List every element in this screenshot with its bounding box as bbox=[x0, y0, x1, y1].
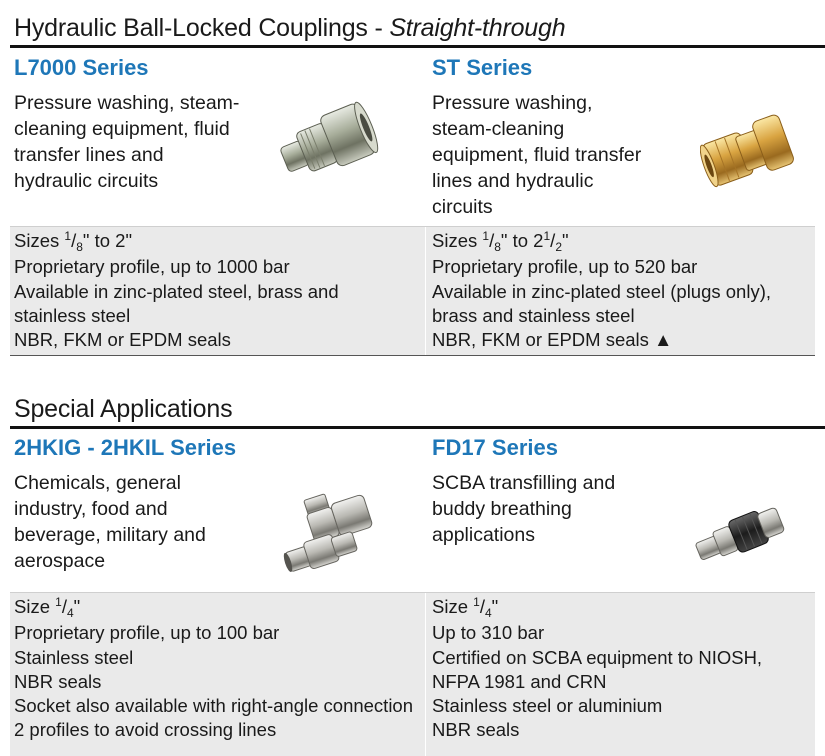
spec-line: Proprietary profile, up to 520 bar bbox=[432, 256, 698, 278]
spec-line: NBR, FKM or EPDM seals ▲ bbox=[432, 329, 673, 351]
fraction-denominator: 4 bbox=[66, 606, 74, 620]
section-title-special bbox=[14, 394, 232, 424]
description-line: Pressure washing, bbox=[432, 92, 593, 114]
scba-coupling-icon bbox=[690, 502, 790, 562]
description-line: circuits bbox=[432, 196, 493, 218]
description-line: steam-cleaning bbox=[432, 118, 565, 140]
spec-size bbox=[432, 229, 771, 255]
section-title-main: Hydraulic Ball-Locked Couplings - bbox=[14, 14, 390, 42]
description-line: SCBA transfilling and bbox=[432, 472, 616, 494]
spec-line: Up to 310 bar bbox=[432, 622, 545, 644]
spec-text: " bbox=[562, 230, 569, 251]
series-title-2hkig: 2HKIG - 2HKIL Series bbox=[14, 435, 237, 460]
series-title-l7000: L7000 Series bbox=[14, 55, 149, 80]
fraction-denominator: 2 bbox=[555, 240, 562, 254]
description-2hkig bbox=[14, 470, 206, 574]
spec-line: Certified on SCBA equipment to NIOSH, bbox=[432, 646, 763, 668]
spec-text: " to 2 bbox=[500, 230, 544, 251]
stainless-coupling-pair-icon bbox=[275, 488, 385, 578]
spec-text: " bbox=[491, 596, 499, 617]
spec-top-divider bbox=[10, 592, 815, 593]
spec-line: Stainless steel bbox=[14, 646, 134, 668]
spec-text: Size bbox=[14, 596, 56, 617]
spec-text: " to 2" bbox=[82, 230, 133, 251]
section-rule bbox=[10, 426, 825, 429]
description-line: equipment, fluid transfer bbox=[432, 144, 642, 166]
fraction-numerator: 1 bbox=[473, 595, 480, 609]
section-title-hydraulic bbox=[14, 13, 565, 43]
fraction-numerator: 1 bbox=[543, 229, 551, 243]
description-line: applications bbox=[432, 524, 535, 546]
description-line: Pressure washing, steam- bbox=[14, 92, 240, 114]
description-line: beverage, military and bbox=[14, 524, 206, 546]
spec-text: Size bbox=[432, 596, 474, 617]
spec-column-divider bbox=[425, 227, 426, 355]
fraction-numerator: 1 bbox=[55, 595, 62, 609]
spec-column-divider bbox=[425, 593, 426, 756]
spec-line: Stainless steel or aluminium bbox=[432, 695, 663, 717]
spec-text: Sizes bbox=[432, 230, 483, 251]
description-line: hydraulic circuits bbox=[14, 170, 159, 192]
spec-line: brass and stainless steel bbox=[432, 304, 635, 326]
description-line: cleaning equipment, fluid bbox=[14, 118, 230, 140]
section-rule bbox=[10, 45, 825, 48]
fraction-denominator: 4 bbox=[484, 606, 492, 620]
spec-line: NBR seals bbox=[14, 670, 102, 692]
spec-size bbox=[432, 595, 762, 621]
section-title-main: Special Applications bbox=[14, 395, 233, 423]
fraction-numerator: 1 bbox=[482, 229, 490, 243]
specs-st bbox=[432, 229, 771, 352]
description-line: Chemicals, general bbox=[14, 472, 181, 494]
spec-text: " bbox=[73, 596, 81, 617]
description-line: lines and hydraulic bbox=[432, 170, 594, 192]
spec-line: Available in zinc-plated steel (plugs only), bbox=[432, 280, 772, 302]
description-line: buddy breathing bbox=[432, 498, 572, 520]
specs-fd17 bbox=[432, 595, 762, 743]
specs-l7000 bbox=[14, 229, 339, 352]
description-line: industry, food and bbox=[14, 498, 168, 520]
fraction-slash: / bbox=[489, 230, 495, 251]
spec-line: stainless steel bbox=[14, 304, 131, 326]
spec-line: NFPA 1981 and CRN bbox=[432, 670, 607, 692]
fraction-slash: / bbox=[550, 230, 556, 251]
spec-line: NBR, FKM or EPDM seals bbox=[14, 329, 231, 351]
fraction-denominator: 8 bbox=[494, 240, 501, 254]
spec-line: Proprietary profile, up to 100 bar bbox=[14, 622, 280, 644]
spec-line: Proprietary profile, up to 1000 bar bbox=[14, 256, 290, 278]
spec-line: Socket also available with right-angle connection bbox=[14, 695, 414, 717]
spec-text: Sizes bbox=[14, 230, 65, 251]
fraction-slash: / bbox=[479, 596, 485, 617]
description-st bbox=[432, 90, 641, 220]
spec-size bbox=[14, 229, 339, 255]
specs-2hkig bbox=[14, 595, 413, 743]
description-fd17 bbox=[432, 470, 615, 548]
brass-coupling-icon bbox=[700, 108, 795, 193]
spec-size bbox=[14, 595, 413, 621]
spec-line: Available in zinc-plated steel, brass and bbox=[14, 280, 339, 302]
fraction-slash: / bbox=[71, 230, 77, 251]
spec-line: NBR seals bbox=[432, 719, 520, 741]
series-title-st: ST Series bbox=[432, 55, 533, 80]
description-line: aerospace bbox=[14, 550, 106, 572]
fraction-denominator: 8 bbox=[76, 240, 83, 254]
fraction-slash: / bbox=[61, 596, 67, 617]
spec-top-divider bbox=[10, 226, 815, 227]
steel-coupling-icon bbox=[272, 100, 382, 180]
description-line: transfer lines and bbox=[14, 144, 164, 166]
fraction-numerator: 1 bbox=[64, 229, 72, 243]
series-title-fd17: FD17 Series bbox=[432, 435, 558, 460]
spec-line: 2 profiles to avoid crossing lines bbox=[14, 719, 277, 741]
description-l7000 bbox=[14, 90, 239, 194]
section-title-italic: Straight-through bbox=[389, 14, 566, 42]
spec-bottom-rule bbox=[10, 355, 815, 356]
